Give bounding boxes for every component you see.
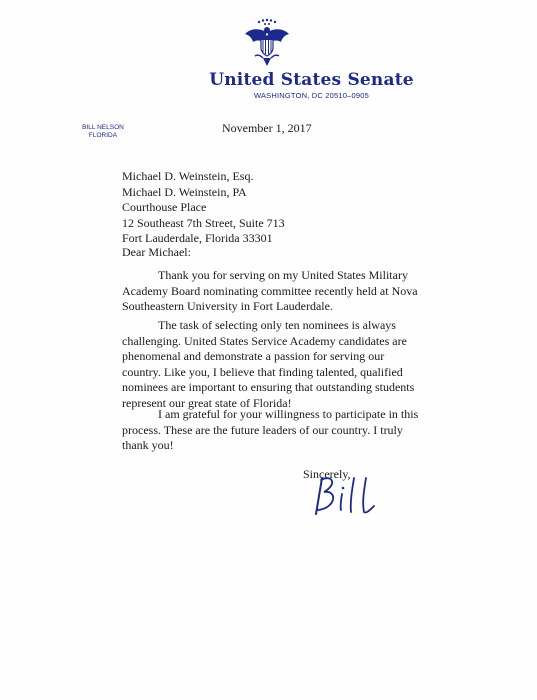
salutation: Dear Michael: <box>122 245 191 259</box>
recipient-line: Fort Lauderdale, Florida 33301 <box>122 231 273 245</box>
letterhead-title: United States Senate <box>209 70 414 90</box>
body-paragraph: I am grateful for your willingness to participate in this process. These are the future leaders of our country. I truly thank you! <box>122 407 419 452</box>
sender-block <box>68 124 138 140</box>
letterhead-address: WASHINGTON, DC 20510–0905 <box>253 91 370 100</box>
sender-state: FLORIDA <box>88 132 118 139</box>
closing: Sincerely, <box>303 467 351 481</box>
body-paragraph: The task of selecting only ten nominees is always challenging. United States Service Academy candidates are phenomenal and demonstrate a passion for serving our country. Like you, I believe that finding talented, qualified nominees are important to ensuring that outstanding students represent our great state of Florida! <box>122 318 415 410</box>
recipient-line: Michael D. Weinstein, PA <box>122 184 247 199</box>
letter-date: November 1, 2017 <box>222 121 312 135</box>
sender-name: BILL NELSON <box>82 124 124 131</box>
handwritten-signature <box>308 470 388 520</box>
body-paragraph: Thank you for serving on my United States Military Academy Board nominating committee recently held at Nova Southeastern University in Fort Lauderdale. <box>122 268 418 313</box>
recipient-line: Michael D. Weinstein, Esq. <box>122 169 254 183</box>
recipient-address <box>122 169 285 247</box>
recipient-line: Courthouse Place <box>122 200 207 214</box>
recipient-line: 12 Southeast 7th Street, Suite 713 <box>122 215 285 230</box>
great-seal-eagle-icon <box>243 18 291 68</box>
